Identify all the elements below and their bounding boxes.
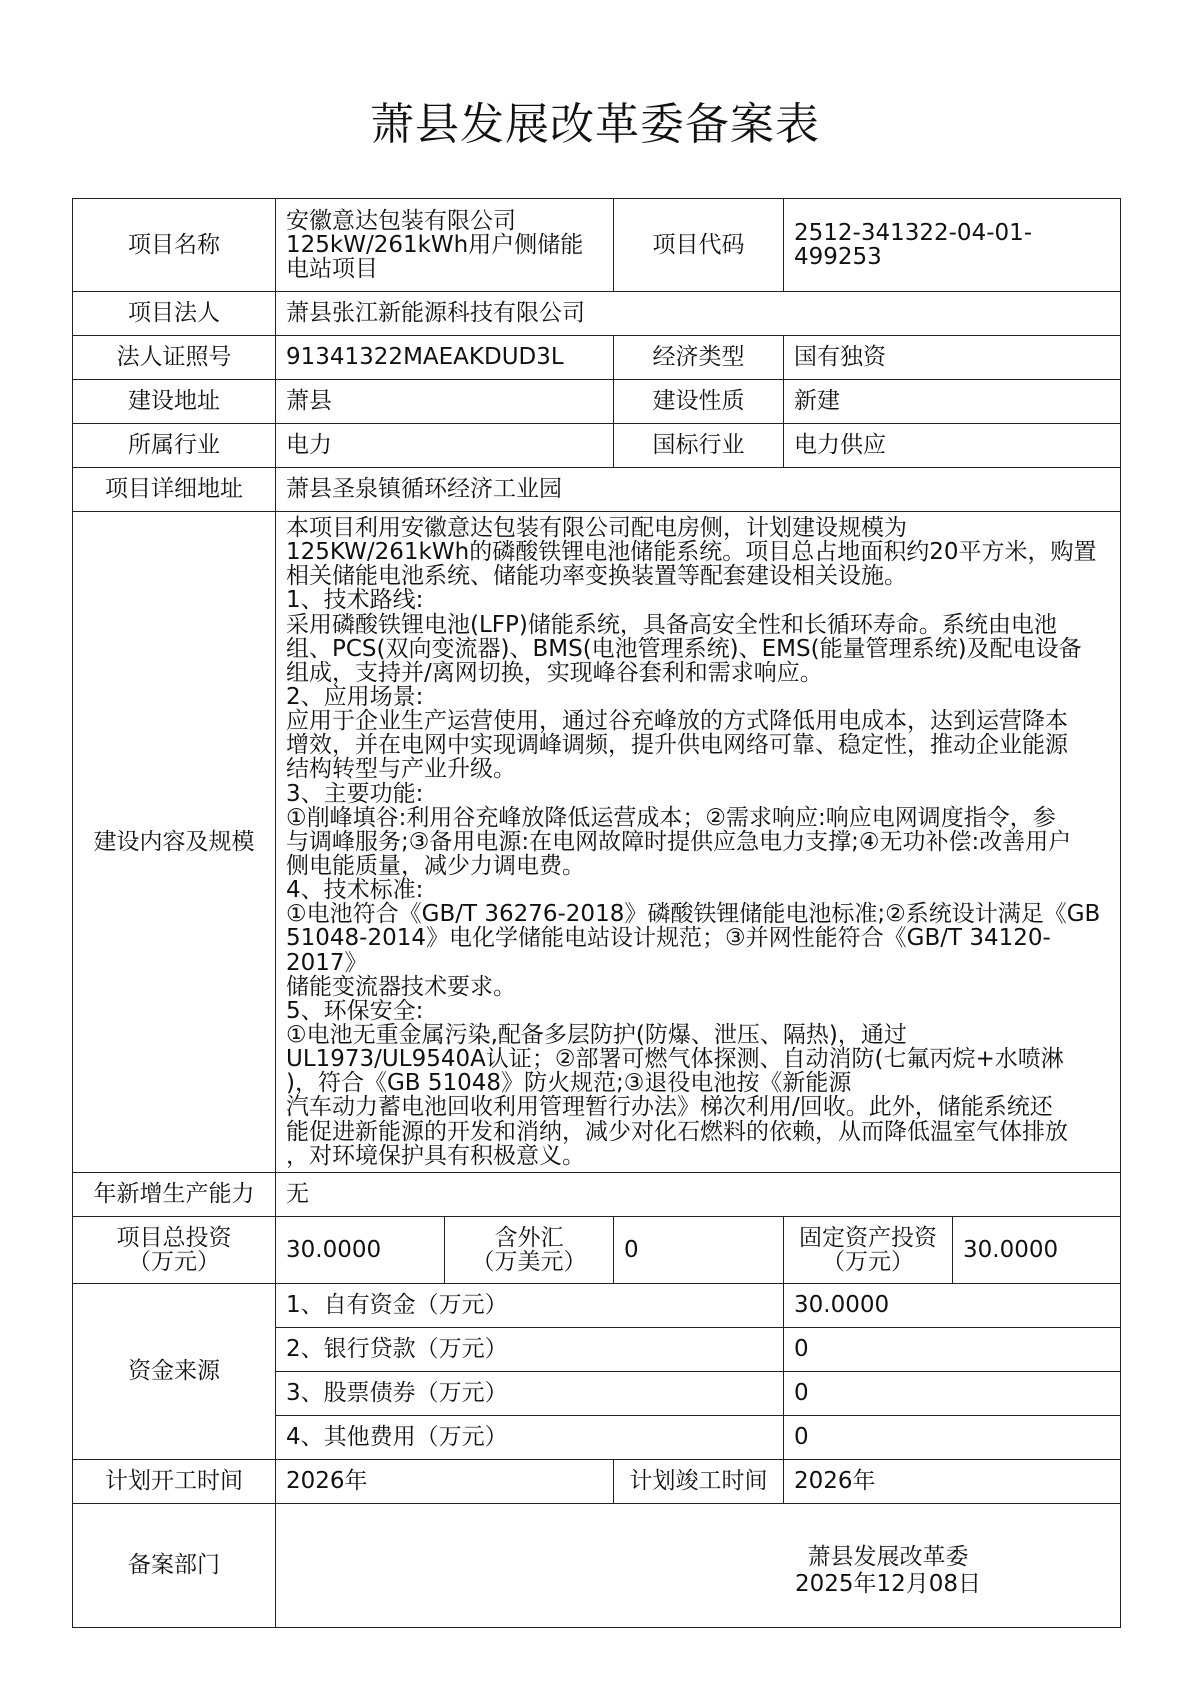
funding-item-label: 1、自有资金（万元）	[276, 1283, 784, 1327]
fixed-assets-value: 30.0000	[953, 1216, 1121, 1283]
scope-line: 51048-2014》电化学储能电站设计规范；③并网性能符合《GB/T 34120-2017》	[286, 925, 1051, 976]
nature-label: 建设性质	[614, 380, 784, 424]
funding-item-label: 3、股票债券（万元）	[276, 1371, 784, 1415]
finish-time-value: 2026年	[784, 1459, 1121, 1503]
funding-item-label: 4、其他费用（万元）	[276, 1415, 784, 1459]
location-value: 萧县	[276, 380, 614, 424]
row-industry	[73, 424, 1121, 468]
scope-line: ①削峰填谷:利用谷充峰放降低运营成本；②需求响应:响应电网调度指令，参	[286, 804, 1056, 831]
scope-line: UL1973/UL9540A认证；②部署可燃气体探测、自动消防(七氟丙烷+水喷淋	[286, 1046, 1064, 1073]
nature-value: 新建	[784, 380, 1121, 424]
scope-description	[276, 512, 1121, 1173]
start-time-value: 2026年	[276, 1459, 614, 1503]
license-no-label: 法人证照号	[73, 336, 276, 380]
row-capacity	[73, 1172, 1121, 1216]
fixed-assets-label-line1: 固定资产投资	[799, 1224, 937, 1251]
scope-line: 应用于企业生产运营使用，通过谷充峰放的方式降低用电成本，达到运营降本	[286, 708, 1068, 735]
detail-address-label: 项目详细地址	[73, 468, 276, 512]
row-detail-address	[73, 468, 1121, 512]
finish-time-label: 计划竣工时间	[614, 1459, 784, 1503]
capacity-value: 无	[276, 1172, 1121, 1216]
capacity-label: 年新增生产能力	[73, 1172, 276, 1216]
scope-line: 与调峰服务;③备用电源:在电网故障时提供应急电力支撑;④无功补偿:改善用户	[286, 828, 1072, 855]
document-title: 萧县发展改革委备案表	[370, 99, 820, 150]
row-funding-1	[73, 1283, 1121, 1327]
filing-org: 萧县发展改革委	[807, 1543, 969, 1570]
total-investment-value: 30.0000	[276, 1216, 445, 1283]
industry-value: 电力	[276, 424, 614, 468]
scope-line: 2、应用场景:	[286, 683, 424, 710]
legal-entity-value: 萧县张江新能源科技有限公司	[276, 292, 1121, 336]
row-schedule	[73, 1459, 1121, 1503]
funding-item-value: 0	[784, 1327, 1121, 1371]
funding-item-value: 0	[784, 1371, 1121, 1415]
row-location	[73, 380, 1121, 424]
filing-stamp-cell	[276, 1503, 1121, 1627]
foreign-exchange-label-line1: 含外汇	[494, 1224, 564, 1251]
row-license	[73, 336, 1121, 380]
row-legal-entity	[73, 292, 1121, 336]
project-name-value: 安徽意达包装有限公司125kW/261kWh用户侧储能电站项目	[276, 199, 614, 292]
funding-item-value: 30.0000	[784, 1283, 1121, 1327]
scope-line: 储能变流器技术要求。	[286, 973, 516, 1000]
economy-type-label: 经济类型	[614, 336, 784, 380]
national-industry-value: 电力供应	[784, 424, 1121, 468]
project-name-label: 项目名称	[73, 199, 276, 292]
start-time-label: 计划开工时间	[73, 1459, 276, 1503]
project-code-value: 2512-341322-04-01-499253	[784, 199, 1121, 292]
funding-label: 资金来源	[73, 1283, 276, 1459]
scope-line: ①电池符合《GB/T 36276-2018》磷酸铁锂储能电池标准;②系统设计满足《GB	[286, 901, 1101, 928]
project-code-label: 项目代码	[614, 199, 784, 292]
location-label: 建设地址	[73, 380, 276, 424]
scope-line: 组、PCS(双向变流器)、BMS(电池管理系统)、EMS(能量管理系统)及配电设备	[286, 635, 1082, 662]
scope-line: 125KW/261kWh的磷酸铁锂电池储能系统。项目总占地面积约20平方米，购置	[286, 539, 1097, 566]
row-scope	[73, 512, 1121, 1173]
national-industry-label: 国标行业	[614, 424, 784, 468]
detail-address-value: 萧县圣泉镇循环经济工业园	[276, 468, 1121, 512]
total-investment-label-line1: 项目总投资	[116, 1224, 232, 1251]
scope-line: 组成，支持并/离网切换，实现峰谷套利和需求响应。	[286, 659, 823, 686]
scope-line: 增效，并在电网中实现调峰调频，提升供电网络可靠、稳定性，推动企业能源	[286, 732, 1068, 759]
scope-line: 3、主要功能:	[286, 780, 424, 807]
scope-line: ，对环境保护具有积极意义。	[286, 1142, 585, 1169]
scope-line: 采用磷酸铁锂电池(LFP)储能系统，具备高安全性和长循环寿命。系统由电池	[286, 611, 1057, 638]
fixed-assets-label	[784, 1216, 953, 1283]
scope-line: 本项目利用安徽意达包装有限公司配电房侧，计划建设规模为	[286, 515, 907, 541]
row-investment	[73, 1216, 1121, 1283]
filing-date: 2025年12月08日	[794, 1571, 982, 1598]
foreign-exchange-label-line2: （万美元）	[471, 1248, 587, 1275]
scope-line: 4、技术标准:	[286, 877, 424, 904]
legal-entity-label: 项目法人	[73, 292, 276, 336]
scope-line: ①电池无重金属污染,配备多层防护(防爆、泄压、隔热)，通过	[286, 1021, 907, 1048]
industry-label: 所属行业	[73, 424, 276, 468]
scope-line: 侧电能质量，减少力调电费。	[286, 852, 585, 879]
scope-line: 1、技术路线:	[286, 587, 424, 614]
foreign-exchange-value: 0	[614, 1216, 784, 1283]
foreign-exchange-label	[445, 1216, 614, 1283]
row-filing	[73, 1503, 1121, 1627]
total-investment-label-line2: （万元）	[128, 1248, 220, 1275]
filing-stamp	[476, 1544, 1190, 1599]
economy-type-value: 国有独资	[784, 336, 1121, 380]
scope-line: )，符合《GB 51048》防火规范;③退役电池按《新能源	[286, 1070, 852, 1097]
filing-label: 备案部门	[73, 1503, 276, 1627]
fixed-assets-label-line2: （万元）	[822, 1248, 914, 1275]
filing-form-table	[72, 198, 1121, 1628]
scope-line: 能促进新能源的开发和消纳，减少对化石燃料的依赖，从而降低温室气体排放	[286, 1118, 1068, 1145]
funding-item-value: 0	[784, 1415, 1121, 1459]
scope-line: 汽车动力蓄电池回收利用管理暂行办法》梯次利用/回收。此外，储能系统还	[286, 1094, 1053, 1121]
scope-line: 相关储能电池系统、储能功率变换装置等配套建设相关设施。	[286, 563, 907, 590]
funding-item-label: 2、银行贷款（万元）	[276, 1327, 784, 1371]
scope-label: 建设内容及规模	[73, 512, 276, 1173]
license-no-value: 91341322MAEAKDUD3L	[276, 336, 614, 380]
scope-line: 结构转型与产业升级。	[286, 756, 516, 783]
scope-line: 5、环保安全:	[286, 997, 424, 1024]
row-project-name	[73, 199, 1121, 292]
total-investment-label	[73, 1216, 276, 1283]
